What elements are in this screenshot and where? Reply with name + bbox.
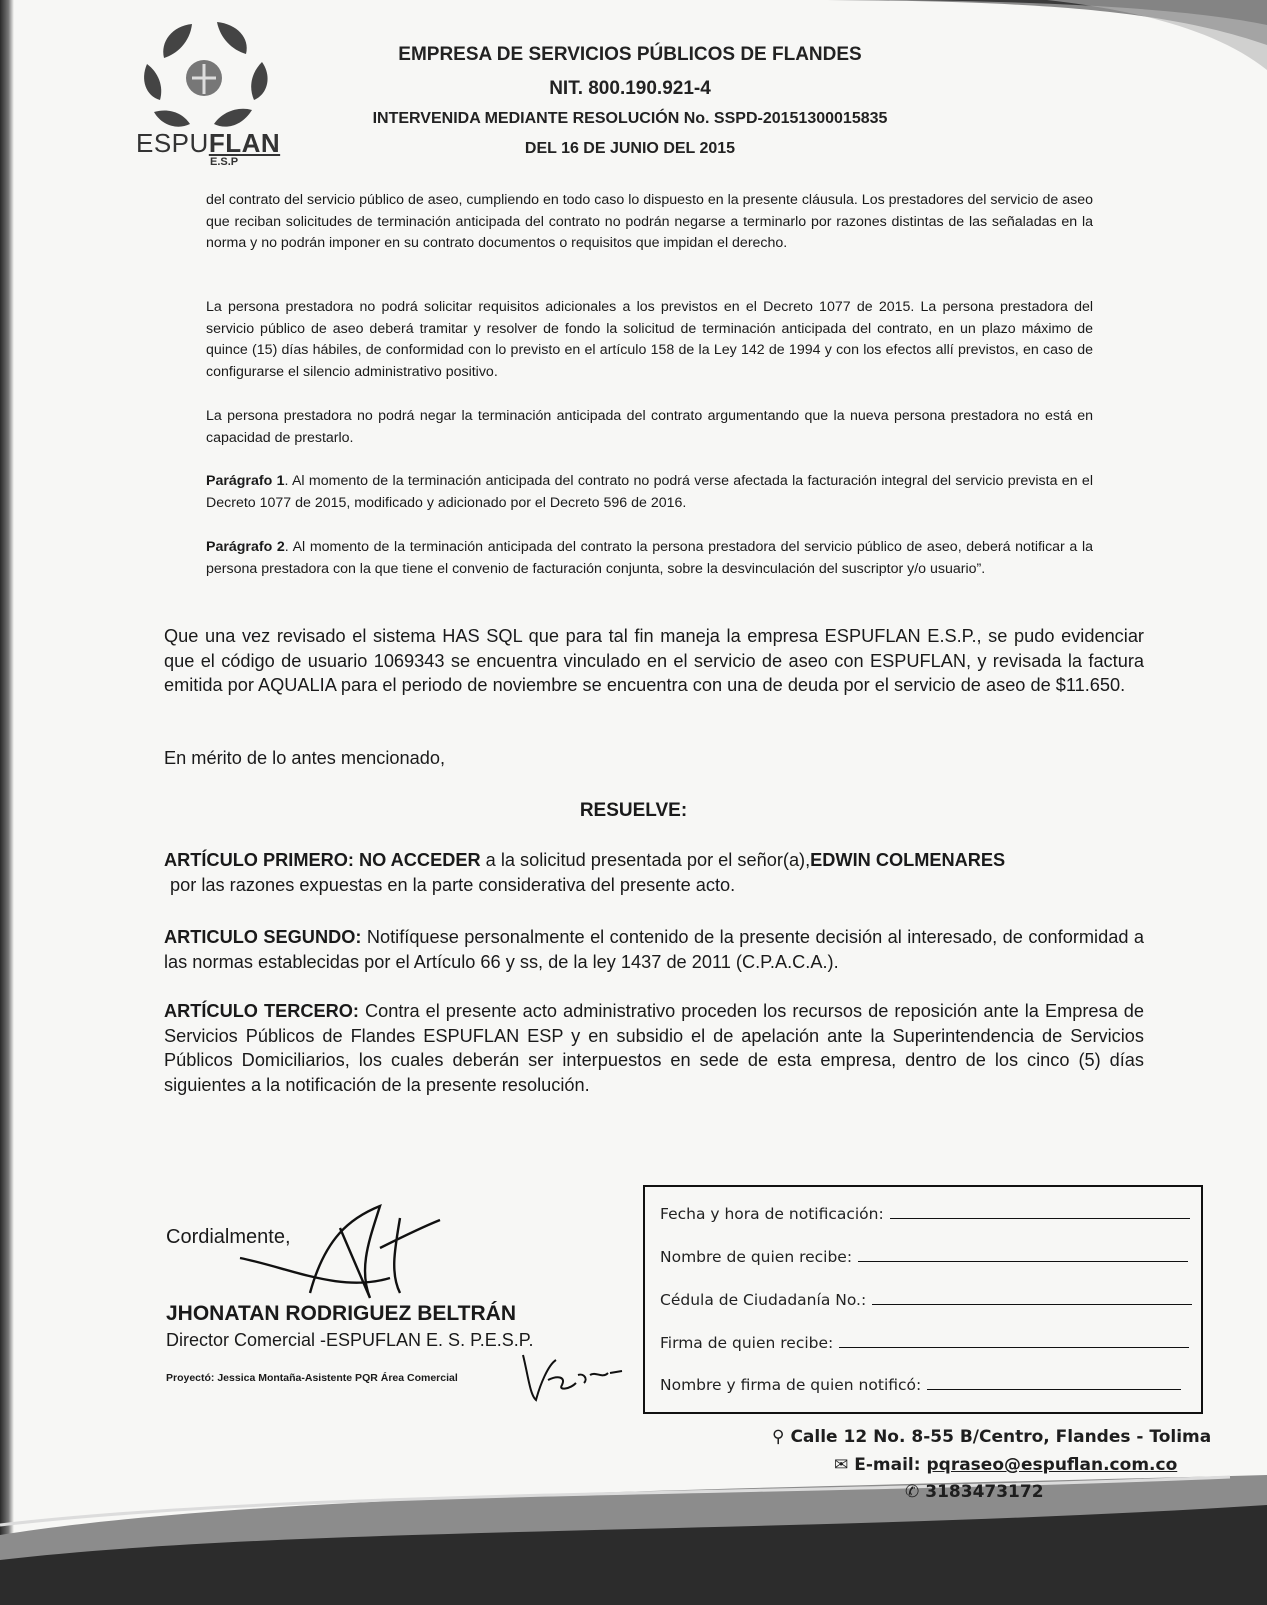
article-third: ARTÍCULO TERCERO: Contra el presente acto administrativo proceden los recursos de reposición ante la Empresa de Servicios Públicos de Flandes ESPUFLAN ESP y en subsidio el de apelación ante la Superintendencia de Servicios Públicos Domiciliarios, los cuales deberán ser interpuestos en sede de esta empresa, dentro de los cinco (5) días siguientes a la notificación de la presente resolución.	[164, 1001, 1144, 1095]
intervention-resolution: INTERVENIDA MEDIANTE RESOLUCIÓN No. SSPD-20151300015835	[372, 110, 888, 127]
article-first: ARTÍCULO PRIMERO: NO ACCEDER a la solicitud presentada por el señor(a),EDWIN COLMENARES por las razones expuestas en la parte considerativa del presente acto.	[164, 850, 1006, 895]
notification-field: Firma de quien recibe:	[660, 1334, 1189, 1352]
notification-box	[643, 1185, 1203, 1414]
email-link[interactable]: pqraseo@espuflan.com.co	[926, 1455, 1178, 1475]
notification-field: Cédula de Ciudadanía No.:	[660, 1291, 1192, 1309]
fill-line[interactable]	[858, 1260, 1188, 1262]
fill-line[interactable]	[927, 1388, 1181, 1390]
merit-statement: En mérito de lo antes mencionado,	[164, 748, 446, 768]
logo-subtitle: E.S.P	[210, 156, 239, 168]
notification-field: Fecha y hora de notificación:	[660, 1205, 1190, 1223]
paragraph-label: Parágrafo 2	[206, 539, 285, 555]
footer-address: ⚲ Calle 12 No. 8-55 B/Centro, Flandes - Tolima	[772, 1427, 1212, 1447]
article-first-label: ARTÍCULO PRIMERO: NO ACCEDER	[164, 850, 481, 870]
signer-name: JHONATAN RODRIGUEZ BELTRÁN	[166, 1302, 516, 1325]
quote-paragraph-4: Parágrafo 1. Al momento de la terminación anticipada del contrato no podrá verse afectada la facturación integral del servicio prevista en el Decreto 1077 de 2015, modificado y adicionado por el Decreto 596 de 2016.	[206, 473, 1093, 511]
quote-paragraph-3: La persona prestadora no podrá negar la terminación anticipada del contrato argumentando que la nueva persona prestadora no está en capacidad de prestarlo.	[206, 408, 1093, 446]
footer-band	[0, 1465, 1267, 1605]
notification-field: Nombre y firma de quien notificó:	[660, 1376, 1181, 1394]
notification-field: Nombre de quien recibe:	[660, 1248, 1188, 1266]
paragraph-label: Parágrafo 1	[206, 473, 285, 489]
footer-phone: ✆ 3183473172	[905, 1482, 1044, 1502]
footer-email: ✉ E-mail: pqraseo@espuflan.com.co	[834, 1455, 1178, 1475]
quote-paragraph-1: del contrato del servicio público de aseo, cumpliendo en todo caso lo dispuesto en la presente cláusula. Los prestadores del servicio de aseo que reciban solicitudes de terminación anticipada del contrato no podrán negarse a terminarlo por razones distintas de las señaladas en la norma y no podrán imponer en su contrato documentos o requisitos que impidan el derecho.	[206, 192, 1093, 251]
location-pin-icon: ⚲	[772, 1427, 785, 1447]
company-nit: NIT. 800.190.921-4	[549, 78, 711, 99]
company-name: EMPRESA DE SERVICIOS PÚBLICOS DE FLANDES	[398, 44, 862, 65]
consideration-paragraph: Que una vez revisado el sistema HAS SQL que para tal fin maneja la empresa ESPUFLAN E.S.P., se pudo evidenciar que el código de usuario 1069343 se encuentra vinculado en el servicio de aseo con ESPUFLAN, y revisada la factura emitida por AQUALIA para el periodo de noviembre se encuentra con una de deuda por el servicio de aseo de $11.650.	[164, 626, 1144, 695]
signer-role: Director Comercial -ESPUFLAN E. S. P.E.S.P.	[166, 1330, 534, 1350]
phone-icon: ✆	[905, 1482, 920, 1502]
article-second: ARTICULO SEGUNDO: Notifíquese personalmente el contenido de la presente decisión al interesado, de conformidad a las normas establecidas por el Artículo 66 y ss, de la ley 1437 de 2011 (C.P.A.C.A.).	[164, 927, 1144, 972]
envelope-icon: ✉	[834, 1455, 849, 1475]
article-second-label: ARTICULO SEGUNDO:	[164, 927, 362, 947]
fill-line[interactable]	[890, 1217, 1190, 1219]
petitioner-name: EDWIN COLMENARES	[810, 850, 1006, 870]
quote-paragraph-5: Parágrafo 2. Al momento de la terminación anticipada del contrato la persona prestadora del servicio público de aseo, deberá notificar a la persona prestadora con la que tiene el convenio de facturación conjunta, sobre la desvinculación del suscriptor y/o usuario”.	[206, 539, 1093, 577]
logo-wordmark: ESPUFLAN	[136, 128, 281, 158]
closing-salutation: Cordialmente,	[166, 1226, 291, 1248]
resolution-date: DEL 16 DE JUNIO DEL 2015	[524, 140, 736, 157]
resuelve-heading: RESUELVE:	[579, 800, 688, 821]
fill-line[interactable]	[872, 1303, 1192, 1305]
projected-by: Proyectó: Jessica Montaña-Asistente PQR Área Comercial	[166, 1372, 458, 1384]
fill-line[interactable]	[839, 1346, 1189, 1348]
quote-paragraph-2: La persona prestadora no podrá solicitar requisitos adicionales a los previstos en el Decreto 1077 de 2015. La persona prestadora del servicio público de aseo deberá tramitar y resolver de fondo la solicitud de terminación anticipada del contrato, en un plazo máximo de quince (15) días hábiles, de conformidad con lo previsto en el artículo 158 de la Ley 142 de 1994 y con los efectos allí previstos, en caso de configurarse el silencio administrativo positivo.	[206, 299, 1093, 380]
handwritten-signature	[230, 1198, 450, 1308]
initials-signature	[518, 1345, 628, 1405]
article-third-label: ARTÍCULO TERCERO:	[164, 1001, 359, 1021]
